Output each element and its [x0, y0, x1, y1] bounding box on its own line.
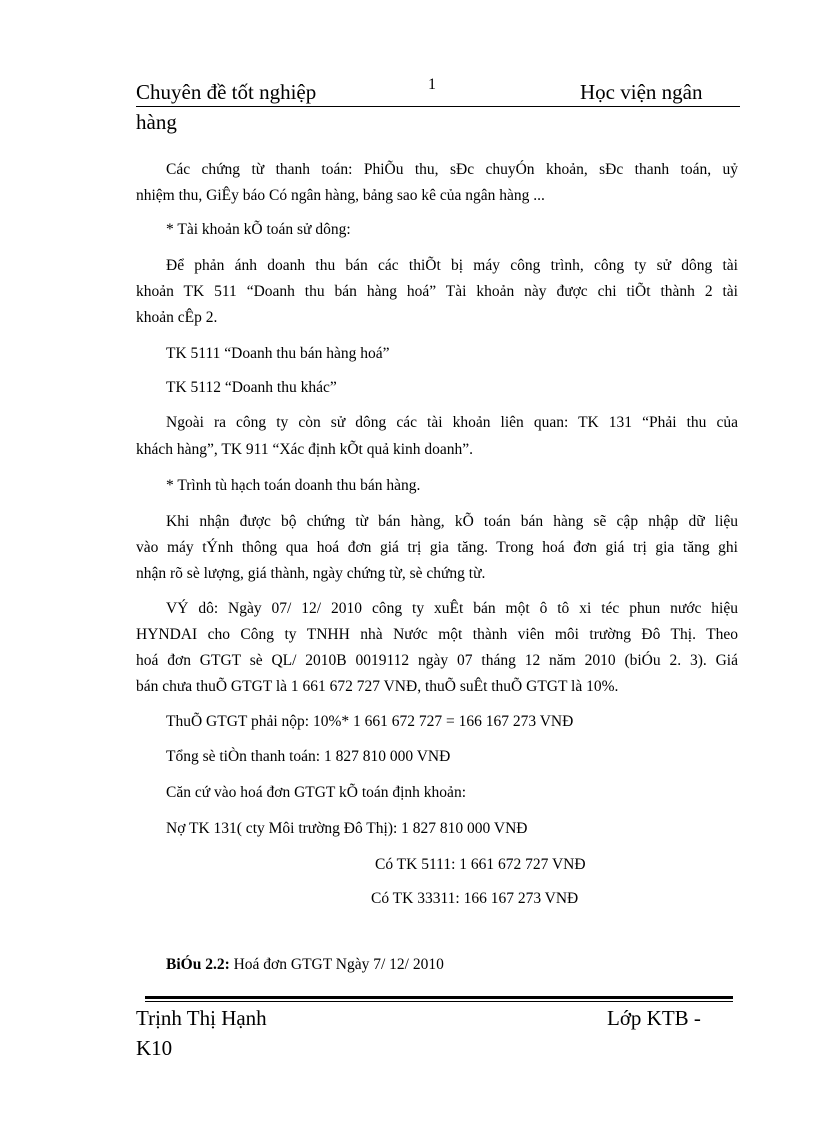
figure-caption — [166, 956, 770, 974]
body-line: TK 5112 “Doanh thu khác” — [166, 379, 337, 396]
body-line: TK 5111 “Doanh thu bán hàng hoá” — [166, 345, 390, 362]
body-line: Ngoài ra công ty còn sử dông các tài khoản liên quan: TK 131 “Phải thu của — [166, 414, 738, 431]
body-line: khách hàng”, TK 911 “Xác định kÕt quả kinh doanh”. — [136, 441, 474, 458]
page-number: 1 — [428, 76, 436, 93]
header-right-title-cont: hàng — [136, 110, 177, 134]
body-line: VÝ dô: Ngày 07/ 12/ 2010 công ty xuÊt bán một ô tô xi téc phun nước hiệu — [166, 600, 738, 617]
figure-caption-text: Hoá đơn GTGT Ngày 7/ 12/ 2010 — [229, 956, 444, 973]
header-underline — [136, 106, 740, 107]
body-line: Các chứng từ thanh toán: PhiÕu thu, sÐc chuyÓn khoản, sÐc thanh toán, uỷ — [166, 161, 738, 178]
footer-author: Trịnh Thị Hạnh — [136, 1006, 267, 1030]
footer-rule-thick — [145, 996, 733, 999]
body-line: Nợ TK 131( cty Môi trường Đô Thị): 1 827 810 000 VNĐ — [166, 820, 528, 837]
body-line: HYNDAI cho Công ty TNHH nhà Nước một thành viên môi trường Đô Thị. Theo — [136, 626, 738, 643]
body-line: * Trình tù hạch toán doanh thu bán hàng. — [166, 477, 421, 494]
body-line: * Tài khoản kÕ toán sử dông: — [166, 221, 351, 238]
footer-class-cont: K10 — [136, 1036, 173, 1060]
body-line: nhận rõ sè lượng, giá thành, ngày chứng từ, sè chứng từ. — [136, 565, 486, 582]
body-line: hoá đơn GTGT sè QL/ 2010B 0019112 ngày 07 tháng 12 năm 2010 (biÓu 2. 3). Giá — [136, 652, 738, 669]
body-line: Có TK 33311: 166 167 273 VNĐ — [371, 890, 579, 907]
header-right-title: Học viện ngân — [580, 80, 703, 104]
body-line: Căn cứ vào hoá đơn GTGT kÕ toán định khoản: — [166, 784, 466, 801]
body-line: nhiệm thu, GiÊy báo Có ngân hàng, bảng sao kê của ngân hàng ... — [136, 187, 545, 204]
body-line: ThuÕ GTGT phải nộp: 10%* 1 661 672 727 = 166 167 273 VNĐ — [166, 713, 574, 730]
body-line: Tổng sè tiÒn thanh toán: 1 827 810 000 VNĐ — [166, 748, 451, 765]
header-left-title: Chuyên đề tốt nghiệp — [136, 80, 317, 104]
footer-rule-thin — [145, 1001, 733, 1002]
body-line: khoản TK 511 “Doanh thu bán hàng hoá” Tài khoản này được chi tiÕt thành 2 tài — [136, 283, 738, 300]
body-line: vào máy tÝnh thông qua hoá đơn giá trị gia tăng. Trong hoá đơn giá trị gia tăng ghi — [136, 539, 738, 556]
body-line: khoản cÊp 2. — [136, 309, 218, 326]
body-line: Để phản ánh doanh thu bán các thiÕt bị máy công trình, công ty sử dông tài — [166, 257, 738, 274]
figure-caption-label: BiÓu 2.2: — [166, 956, 230, 973]
body-line: Có TK 5111: 1 661 672 727 VNĐ — [375, 856, 586, 873]
footer-class: Lớp KTB - — [607, 1006, 701, 1030]
body-line: bán chưa thuÕ GTGT là 1 661 672 727 VNĐ, thuÕ suÊt thuÕ GTGT là 10%. — [136, 678, 619, 695]
body-line: Khi nhận được bộ chứng từ bán hàng, kÕ toán bán hàng sẽ cập nhập dữ liệu — [166, 513, 738, 530]
